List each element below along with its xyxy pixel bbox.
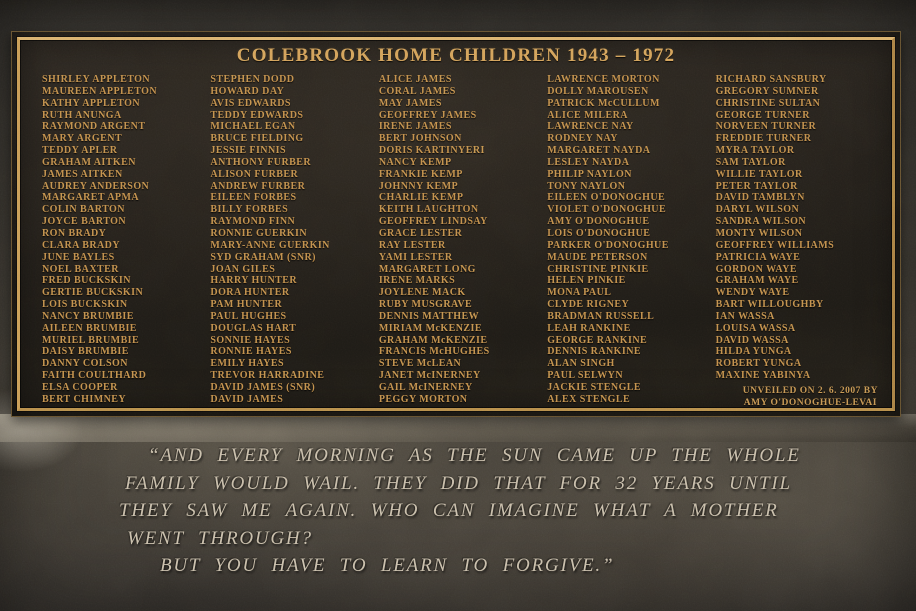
name-entry: JUNE BAYLES: [42, 251, 115, 263]
name-entry: MARGARET LONG: [378, 263, 476, 275]
name-entry: MAXINE YABINYA: [715, 370, 811, 382]
name-entry: PAUL SELWYN: [547, 370, 624, 382]
name-entry: CORAL JAMES: [378, 85, 456, 97]
name-entry: YAMI LESTER: [378, 251, 453, 263]
name-entry: HILDA YUNGA: [715, 346, 792, 358]
name-entry: RAYMOND FINN: [210, 216, 296, 228]
name-entry: RUTH ANUNGA: [42, 109, 122, 121]
name-entry: HELEN PINKIE: [547, 275, 626, 287]
name-entry: PHILIP NAYLON: [547, 168, 632, 180]
name-entry: PATRICIA WAYE: [715, 251, 801, 263]
name-entry: GEORGE TURNER: [715, 109, 810, 121]
unveiling-note-line2: AMY O'DONOGHUE-LEVAI: [743, 397, 877, 408]
inscription-line: BUT YOU HAVE TO LEARN TO FORGIVE.”: [160, 555, 615, 576]
name-entry: SHIRLEY APPLETON: [42, 74, 151, 85]
name-entry: GRAHAM WAYE: [715, 275, 799, 287]
name-entry: PEGGY MORTON: [378, 393, 468, 405]
name-entry: LAWRENCE MORTON: [547, 74, 660, 85]
name-entry: ALISON FURBER: [210, 168, 299, 180]
name-entry: GEORGE RANKINE: [547, 334, 648, 346]
name-entry: DENNIS RANKINE: [547, 346, 642, 358]
name-entry: JACKIE STENGLE: [547, 381, 642, 393]
name-entry: RODNEY NAY: [547, 133, 618, 145]
name-entry: VIOLET O'DONOGHUE: [547, 204, 667, 216]
name-entry: FREDDIE TURNER: [715, 133, 812, 145]
name-entry: MURIEL BRUMBIE: [42, 334, 140, 346]
name-entry: BILLY FORBES: [210, 204, 289, 216]
name-entry: JOYLENE MACK: [378, 287, 466, 299]
name-entry: CHRISTINE SULTAN: [715, 97, 821, 109]
name-entry: GEOFFREY WILLIAMS: [715, 239, 835, 251]
name-entry: MAUDE PETERSON: [547, 251, 648, 263]
name-entry: BRUCE FIELDING: [210, 133, 304, 145]
name-entry: EILEEN O'DONOGHUE: [547, 192, 666, 204]
name-entry: KATHY APPLETON: [42, 97, 141, 109]
name-entry: MONA PAUL: [547, 287, 612, 299]
name-entry: SONNIE HAYES: [210, 334, 291, 346]
name-entry: DAVID JAMES: [210, 393, 284, 405]
name-entry: MAUREEN APPLETON: [42, 85, 158, 97]
name-entry: NANCY BRUMBIE: [42, 310, 134, 322]
name-entry: MARY-ANNE GUERKIN: [210, 239, 330, 251]
name-entry: HARRY HUNTER: [210, 275, 298, 287]
inscription-line: THEY SAW ME AGAIN. WHO CAN IMAGINE WHAT A MOTHER: [119, 500, 779, 521]
unveiling-note: [743, 386, 878, 409]
name-entry: MARY ARGENT: [42, 133, 123, 145]
name-entry: ELSA COOPER: [42, 381, 118, 393]
name-entry: RAY LESTER: [378, 239, 446, 251]
name-entry: COLIN BARTON: [42, 204, 125, 216]
memorial-plaque: [11, 31, 901, 417]
name-entry: IAN WASSA: [715, 310, 775, 322]
name-entry: DANNY COLSON: [42, 358, 128, 370]
plaque-title: COLEBROOK HOME CHILDREN 1943 – 1972: [236, 45, 676, 66]
name-entry: FRANCIS McHUGHES: [378, 346, 490, 358]
name-entry: MARGARET APMA: [42, 192, 140, 204]
name-entry: ANTHONY FURBER: [210, 156, 312, 168]
name-entry: IRENE MARKS: [378, 275, 456, 287]
name-entry: ALAN SINGH: [547, 358, 615, 370]
name-entry: DAVID WASSA: [715, 334, 789, 346]
name-entry: GERTIE BUCKSKIN: [42, 287, 144, 299]
name-entry: JANET McINERNEY: [378, 370, 481, 382]
name-entry: STEPHEN DODD: [210, 74, 295, 85]
name-entry: AMY O'DONOGHUE: [547, 216, 650, 228]
name-entry: TREVOR HARRADINE: [210, 370, 325, 382]
name-entry: MARGARET NAYDA: [547, 145, 651, 157]
name-entry: JOHNNY KEMP: [378, 180, 459, 192]
name-column: [716, 74, 876, 406]
name-entry: EILEEN FORBES: [210, 192, 297, 204]
name-entry: WILLIE TAYLOR: [715, 168, 803, 180]
name-entry: AILEEN BRUMBIE: [42, 322, 137, 334]
name-entry: FRANKIE KEMP: [378, 168, 463, 180]
name-entry: RONNIE HAYES: [210, 346, 292, 358]
name-entry: AVIS EDWARDS: [210, 97, 291, 109]
name-entry: FAITH COULTHARD: [42, 370, 147, 382]
name-entry: ROBERT YUNGA: [715, 358, 802, 370]
name-entry: ALICE JAMES: [378, 74, 452, 85]
name-entry: NORVEEN TURNER: [715, 121, 817, 133]
name-entry: ALICE MILERA: [547, 109, 628, 121]
name-entry: GRAHAM McKENZIE: [378, 334, 488, 346]
name-entry: HOWARD DAY: [210, 85, 285, 97]
name-entry: STEVE McLEAN: [378, 358, 462, 370]
name-entry: BERT CHIMNEY: [42, 393, 127, 405]
name-entry: PATRICK McCULLUM: [547, 97, 660, 109]
name-entry: LESLEY NAYDA: [547, 156, 630, 168]
name-entry: MIRIAM McKENZIE: [378, 322, 482, 334]
name-entry: DAVID TAMBLYN: [715, 192, 805, 204]
name-entry: TONY NAYLON: [547, 180, 626, 192]
name-entry: RICHARD SANSBURY: [715, 74, 827, 85]
name-entry: MICHAEL EGAN: [210, 121, 296, 133]
name-entry: LEAH RANKINE: [547, 322, 631, 334]
name-entry: MAY JAMES: [378, 97, 442, 109]
name-entry: JOAN GILES: [210, 263, 276, 275]
name-entry: GORDON WAYE: [715, 263, 797, 275]
name-entry: RUBY MUSGRAVE: [378, 299, 473, 311]
name-entry: RON BRADY: [42, 227, 107, 239]
name-entry: LAWRENCE NAY: [547, 121, 634, 133]
name-entry: AUDREY ANDERSON: [42, 180, 150, 192]
name-entry: DARYL WILSON: [715, 204, 800, 216]
name-entry: CHARLIE KEMP: [378, 192, 464, 204]
name-entry: LOIS BUCKSKIN: [42, 299, 128, 311]
name-entry: LOUISA WASSA: [715, 322, 796, 334]
name-entry: DOLLY MAROUSEN: [547, 85, 649, 97]
inscription-line: FAMILY WOULD WAIL. THEY DID THAT FOR 32 YEARS UNTIL: [125, 472, 792, 494]
name-entry: GAIL McINERNEY: [378, 381, 473, 393]
name-entry: PETER TAYLOR: [715, 180, 798, 192]
name-column: [379, 74, 539, 406]
name-entry: BRADMAN RUSSELL: [547, 310, 655, 322]
name-entry: DENNIS MATTHEW: [378, 310, 480, 322]
name-entry: TEDDY APLER: [42, 145, 118, 157]
name-entry: NANCY KEMP: [378, 156, 452, 168]
name-entry: GRAHAM AITKEN: [42, 156, 136, 168]
name-entry: BERT JOHNSON: [378, 133, 462, 145]
name-entry: CLYDE RIGNEY: [547, 299, 630, 311]
name-entry: BART WILLOUGHBY: [715, 299, 824, 311]
name-columns: [12, 67, 900, 406]
name-entry: NOEL BAXTER: [42, 263, 119, 275]
name-entry: PAUL HUGHES: [210, 310, 287, 322]
name-entry: SAM TAYLOR: [715, 156, 786, 168]
name-entry: KEITH LAUGHTON: [378, 204, 479, 216]
name-entry: EMILY HAYES: [210, 358, 284, 370]
name-entry: DORIS KARTINYERI: [378, 145, 485, 157]
name-entry: SANDRA WILSON: [715, 216, 807, 228]
inscription-line: WENT THROUGH?: [127, 527, 313, 549]
name-entry: DAVID JAMES (SNR): [210, 381, 316, 393]
name-entry: PAM HUNTER: [210, 299, 283, 311]
name-entry: LOIS O'DONOGHUE: [547, 227, 651, 239]
name-entry: TEDDY EDWARDS: [210, 109, 304, 121]
name-entry: PARKER O'DONOGHUE: [547, 239, 669, 251]
name-entry: DOUGLAS HART: [210, 322, 297, 334]
name-entry: JAMES AITKEN: [42, 168, 123, 180]
name-entry: CLARA BRADY: [42, 239, 121, 251]
stone-ledge: [0, 414, 916, 442]
name-entry: ALEX STENGLE: [547, 393, 631, 405]
name-column: [210, 74, 370, 406]
name-entry: GREGORY SUMNER: [715, 85, 819, 97]
stone-inscription: [118, 442, 858, 580]
name-entry: DORA HUNTER: [210, 287, 290, 299]
name-entry: RONNIE GUERKIN: [210, 227, 307, 239]
name-entry: DAISY BRUMBIE: [42, 346, 129, 358]
name-entry: IRENE JAMES: [378, 121, 452, 133]
name-entry: RAYMOND ARGENT: [42, 121, 146, 133]
name-column: [547, 74, 707, 406]
name-entry: ANDREW FURBER: [210, 180, 306, 192]
inscription-line: “AND EVERY MORNING AS THE SUN CAME UP THE WHOLE: [148, 445, 801, 466]
name-entry: FRED BUCKSKIN: [42, 275, 131, 287]
name-entry: WENDY WAYE: [715, 287, 790, 299]
name-column: [42, 74, 202, 406]
name-entry: GRACE LESTER: [378, 227, 463, 239]
name-entry: JESSIE FINNIS: [210, 145, 287, 157]
name-entry: MYRA TAYLOR: [715, 145, 795, 157]
name-entry: SYD GRAHAM (SNR): [210, 251, 316, 263]
name-entry: JOYCE BARTON: [42, 216, 127, 228]
name-entry: CHRISTINE PINKIE: [547, 263, 649, 275]
name-entry: MONTY WILSON: [715, 227, 803, 239]
name-entry: GEOFFREY JAMES: [378, 109, 477, 121]
unveiling-note-line1: UNVEILED ON 2. 6. 2007 BY: [742, 386, 878, 396]
name-entry: GEOFFREY LINDSAY: [378, 216, 488, 228]
